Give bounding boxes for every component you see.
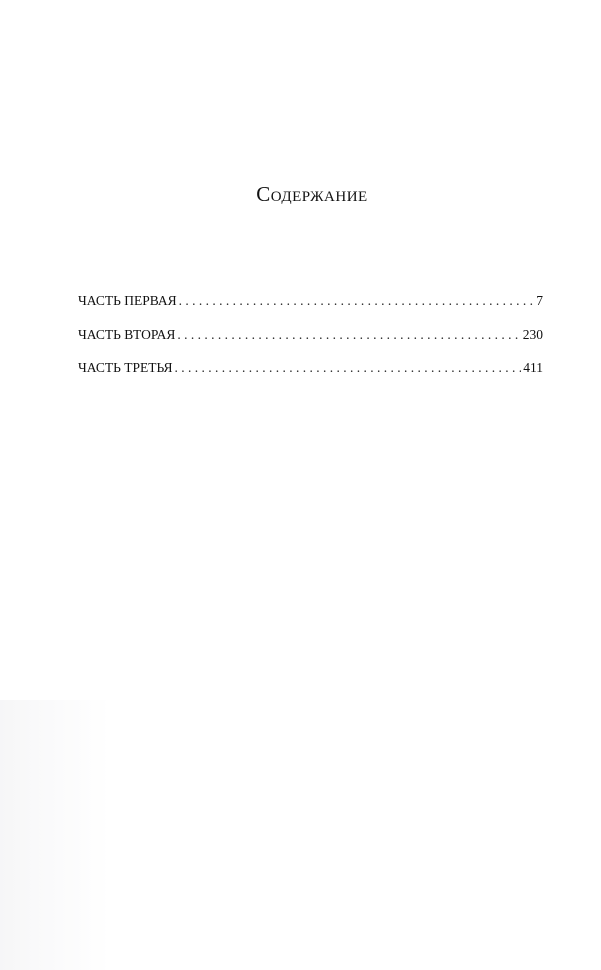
toc-entry-page-number: 7 [536,293,543,308]
toc-entry-label: ЧАСТЬ ВТОРАЯ [78,326,176,342]
toc-title: Содержание [256,182,368,206]
toc-entry [78,327,543,361]
toc-dot-leader [177,327,520,343]
toc-entry-page-number: 230 [522,326,543,342]
toc-entry-label: ЧАСТЬ ПЕРВАЯ [78,293,177,308]
toc-entry-label: ЧАСТЬ ТРЕТЬЯ [78,360,173,375]
page-shading [0,700,110,970]
toc-list [78,293,543,394]
toc-dot-leader [175,360,522,376]
toc-entry [78,360,543,394]
toc-entry [78,293,543,327]
toc-entry-page-number: 411 [523,360,543,375]
toc-dot-leader [179,293,535,309]
